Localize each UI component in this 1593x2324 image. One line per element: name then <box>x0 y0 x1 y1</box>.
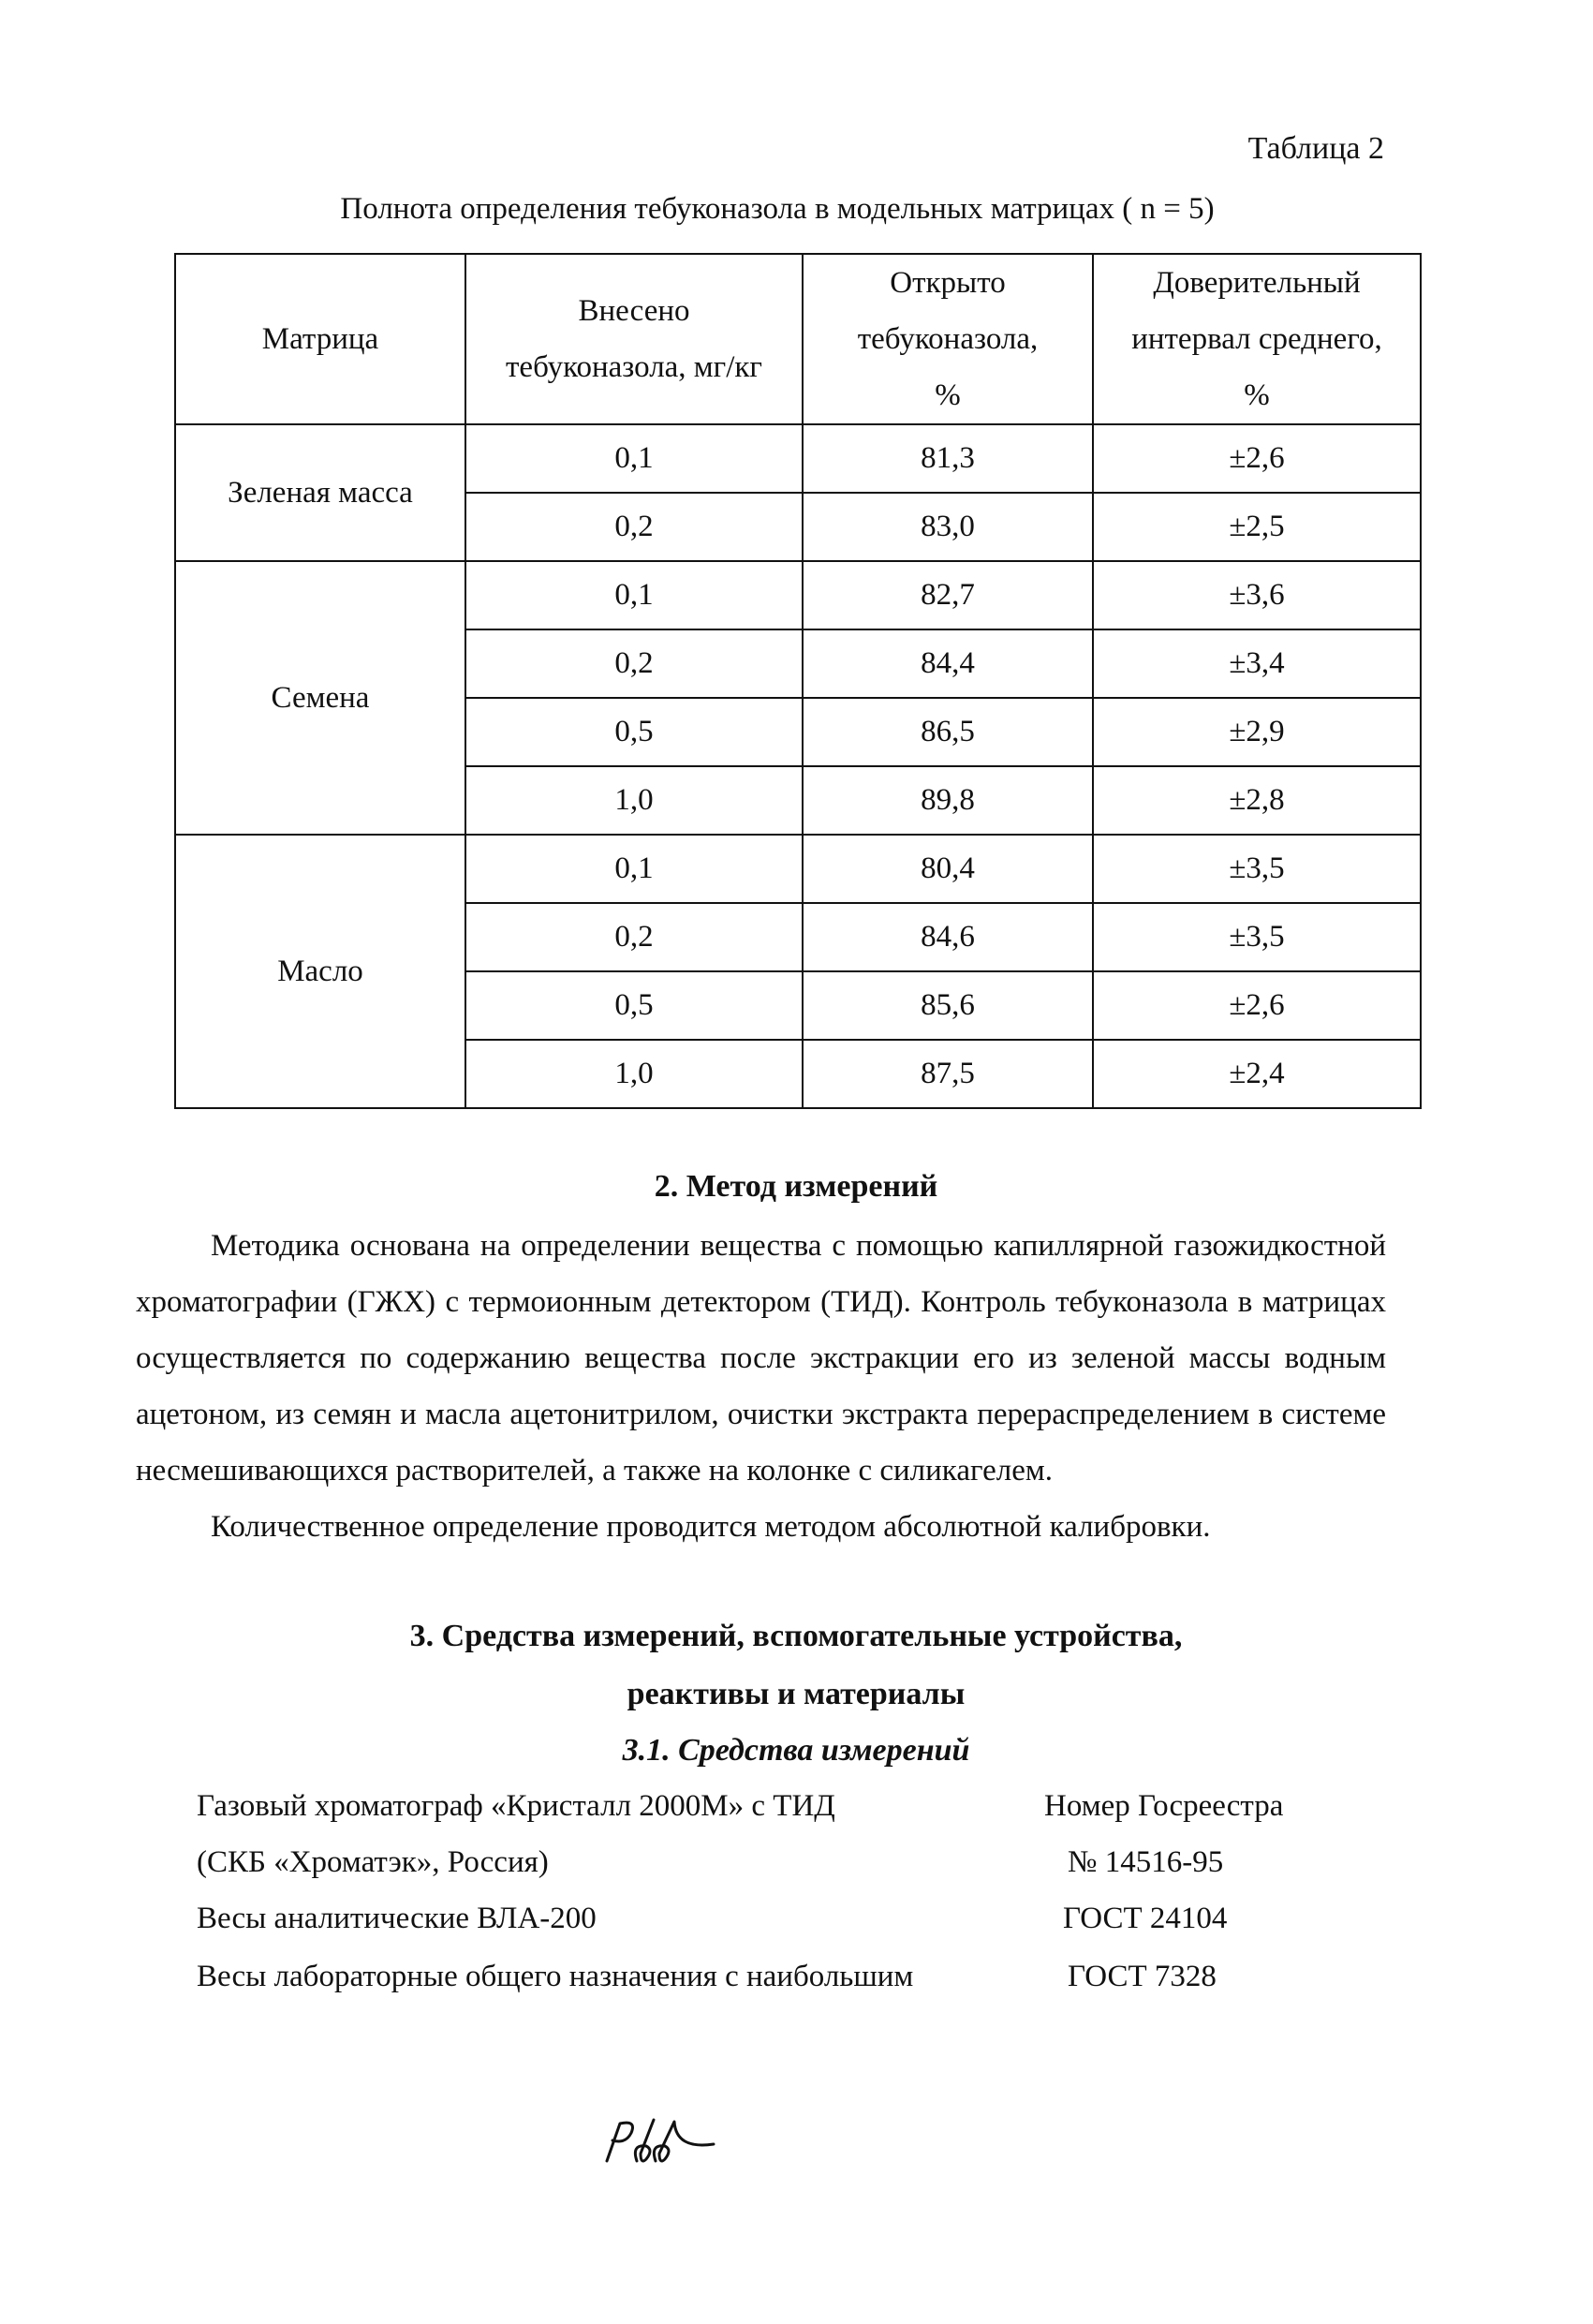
header-line: интервал среднего, <box>1131 322 1382 356</box>
found-value-cell: 86,5 <box>803 698 1093 766</box>
table-caption: Полнота определения тебуконазола в модельных матрицах ( n = 5) <box>340 192 1215 226</box>
handwritten-signature <box>599 2112 721 2169</box>
added-value-cell: 0,5 <box>465 971 803 1040</box>
matrix-cell: Зеленая масса <box>175 424 465 561</box>
header-confidence-interval <box>1093 254 1421 424</box>
section-3-heading: 3. Средства измерений, вспомогательные устройства, <box>409 1619 1183 1653</box>
matrix-cell: Масло <box>175 835 465 1108</box>
header-line: тебуконазола, <box>857 322 1039 356</box>
interval-value-cell: ±2,6 <box>1093 971 1421 1040</box>
header-line: % <box>1244 378 1270 412</box>
header-line: тебуконазола, мг/кг <box>506 350 762 384</box>
added-value-cell: 0,2 <box>465 493 803 561</box>
table-row <box>175 835 1421 903</box>
method-paragraph: Методика основана на определении вещества с помощью капиллярной газожидкостной хроматографии (ГЖХ) с термоионным детектором (ТИД). Контроль тебуконазола в матрицах осуществляется по содержанию вещества после экстракции его из зеленой массы водным ацетоном, из семян и масла ацетонитрилом, очистки экстракта перераспределением в системе несмешивающихся растворителей, а также на колонке с силикагелем. <box>136 1229 1386 1488</box>
equipment-name: Газовый хроматограф «Кристалл 2000М» с ТИД <box>197 1789 835 1823</box>
header-line: % <box>935 378 961 412</box>
header-line: Открыто <box>890 266 1006 300</box>
equipment-reference: ГОСТ 24104 <box>1063 1902 1228 1935</box>
found-value-cell: 87,5 <box>803 1040 1093 1108</box>
table-label: Таблица 2 <box>1247 131 1384 166</box>
found-value-cell: 84,6 <box>803 903 1093 971</box>
found-value-cell: 84,4 <box>803 629 1093 698</box>
equipment-reference: ГОСТ 7328 <box>1068 1960 1217 1993</box>
table-row <box>175 561 1421 629</box>
found-value-cell: 89,8 <box>803 766 1093 835</box>
found-value-cell: 82,7 <box>803 561 1093 629</box>
interval-value-cell: ±2,9 <box>1093 698 1421 766</box>
found-value-cell: 81,3 <box>803 424 1093 493</box>
equipment-reference: № 14516-95 <box>1068 1845 1224 1879</box>
header-row <box>175 254 1421 424</box>
calibration-paragraph: Количественное определение проводится методом абсолютной калибровки. <box>211 1510 1211 1544</box>
recovery-table <box>174 253 1422 1109</box>
interval-value-cell: ±3,5 <box>1093 835 1421 903</box>
found-value-cell: 83,0 <box>803 493 1093 561</box>
header-added <box>465 254 803 424</box>
added-value-cell: 0,1 <box>465 424 803 493</box>
added-value-cell: 0,1 <box>465 561 803 629</box>
added-value-cell: 0,2 <box>465 903 803 971</box>
header-matrix <box>175 254 465 424</box>
table-row <box>175 424 1421 493</box>
found-value-cell: 80,4 <box>803 835 1093 903</box>
interval-value-cell: ±3,6 <box>1093 561 1421 629</box>
added-value-cell: 0,1 <box>465 835 803 903</box>
added-value-cell: 0,5 <box>465 698 803 766</box>
section-2-heading: 2. Метод измерений <box>654 1169 938 1204</box>
header-found <box>803 254 1093 424</box>
section-3-heading-line2: реактивы и материалы <box>627 1677 966 1711</box>
table-body <box>175 424 1421 1108</box>
added-value-cell: 1,0 <box>465 1040 803 1108</box>
interval-value-cell: ±3,5 <box>1093 903 1421 971</box>
table-header <box>175 254 1421 424</box>
interval-value-cell: ±2,6 <box>1093 424 1421 493</box>
added-value-cell: 0,2 <box>465 629 803 698</box>
equipment-name: (СКБ «Хроматэк», Россия) <box>197 1845 549 1879</box>
header-line: Матрица <box>261 322 379 356</box>
header-line: Внесено <box>578 294 690 328</box>
equipment-reference: Номер Госреестра <box>1044 1789 1284 1823</box>
matrix-cell: Семена <box>175 561 465 835</box>
interval-value-cell: ±2,5 <box>1093 493 1421 561</box>
equipment-name: Весы аналитические ВЛА-200 <box>197 1902 597 1935</box>
section-3-1-subheading: 3.1. Средства измерений <box>622 1733 970 1768</box>
added-value-cell: 1,0 <box>465 766 803 835</box>
header-line: Доверительный <box>1153 266 1361 300</box>
interval-value-cell: ±2,4 <box>1093 1040 1421 1108</box>
interval-value-cell: ±3,4 <box>1093 629 1421 698</box>
section-2-text <box>136 1218 1386 1555</box>
equipment-name: Весы лабораторные общего назначения с наибольшим <box>197 1960 914 1993</box>
found-value-cell: 85,6 <box>803 971 1093 1040</box>
interval-value-cell: ±2,8 <box>1093 766 1421 835</box>
